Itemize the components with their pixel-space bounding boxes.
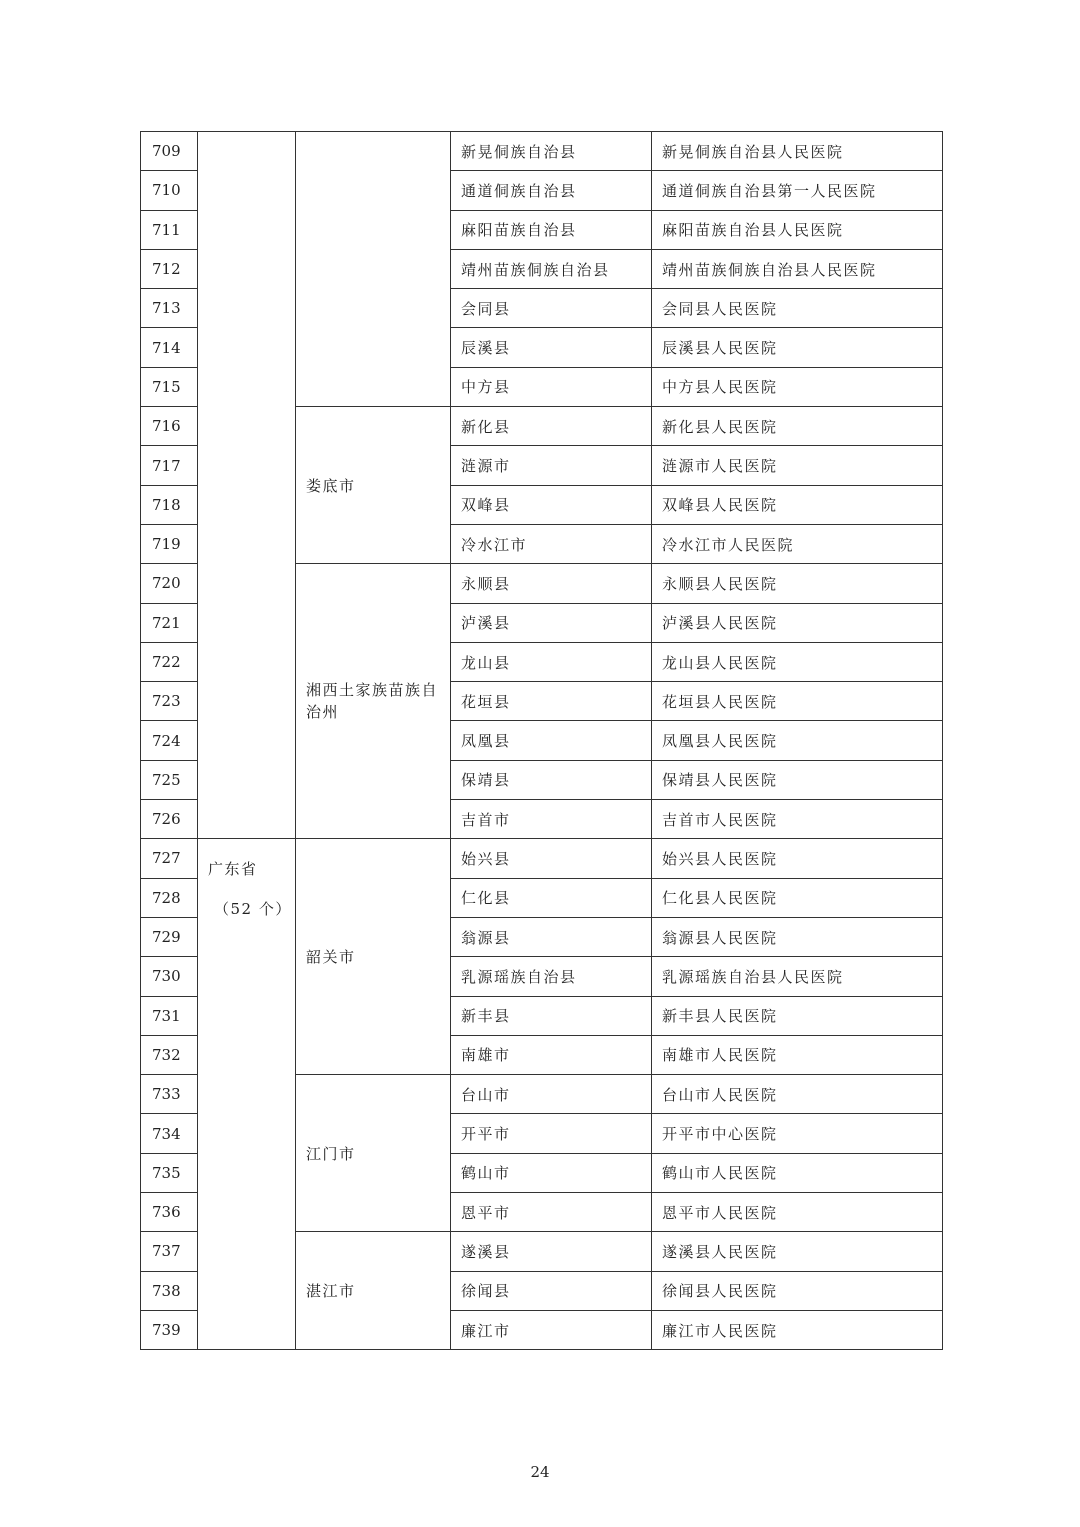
row-number: 723 [141,682,198,721]
hospital-cell: 吉首市人民医院 [652,800,943,839]
hospital-cell: 冷水江市人民医院 [652,524,943,563]
hospital-cell: 龙山县人民医院 [652,642,943,681]
county-cell: 龙山县 [451,642,652,681]
row-number: 727 [141,839,198,878]
hospital-cell: 涟源市人民医院 [652,446,943,485]
county-cell: 靖州苗族侗族自治县 [451,249,652,288]
county-cell: 冷水江市 [451,524,652,563]
row-number: 721 [141,603,198,642]
hospital-cell: 南雄市人民医院 [652,1035,943,1074]
province-count: （52 个） [214,900,292,919]
table-row [141,132,943,171]
hospital-cell: 翁源县人民医院 [652,917,943,956]
county-cell: 恩平市 [451,1193,652,1232]
county-cell: 乳源瑶族自治县 [451,957,652,996]
province-cell [198,839,296,1350]
row-number: 731 [141,996,198,1035]
city-cell: 江门市 [296,1075,451,1232]
hospital-table [140,131,943,1350]
county-cell: 新晃侗族自治县 [451,132,652,171]
hospital-cell: 会同县人民医院 [652,289,943,328]
hospital-cell: 鹤山市人民医院 [652,1153,943,1192]
county-cell: 开平市 [451,1114,652,1153]
row-number: 737 [141,1232,198,1271]
row-number: 717 [141,446,198,485]
row-number: 736 [141,1193,198,1232]
hospital-cell: 新化县人民医院 [652,407,943,446]
county-cell: 会同县 [451,289,652,328]
row-number: 725 [141,760,198,799]
row-number: 719 [141,524,198,563]
county-cell: 保靖县 [451,760,652,799]
county-cell: 翁源县 [451,917,652,956]
county-cell: 廉江市 [451,1310,652,1349]
row-number: 713 [141,289,198,328]
hospital-cell: 花垣县人民医院 [652,682,943,721]
hospital-cell: 徐闻县人民医院 [652,1271,943,1310]
county-cell: 鹤山市 [451,1153,652,1192]
county-cell: 凤凰县 [451,721,652,760]
hospital-cell: 始兴县人民医院 [652,839,943,878]
city-cell: 韶关市 [296,839,451,1075]
county-cell: 通道侗族自治县 [451,171,652,210]
row-number: 724 [141,721,198,760]
hospital-cell: 台山市人民医院 [652,1075,943,1114]
hospital-cell: 新丰县人民医院 [652,996,943,1035]
county-cell: 仁化县 [451,878,652,917]
county-cell: 始兴县 [451,839,652,878]
county-cell: 台山市 [451,1075,652,1114]
hospital-cell: 乳源瑶族自治县人民医院 [652,957,943,996]
hospital-cell: 恩平市人民医院 [652,1193,943,1232]
county-cell: 麻阳苗族自治县 [451,210,652,249]
table-row [141,839,943,878]
row-number: 718 [141,485,198,524]
city-cell: 湛江市 [296,1232,451,1350]
hospital-cell: 仁化县人民医院 [652,878,943,917]
hospital-cell: 双峰县人民医院 [652,485,943,524]
province-cell [198,132,296,839]
city-cell: 娄底市 [296,407,451,564]
hospital-cell: 通道侗族自治县第一人民医院 [652,171,943,210]
county-cell: 双峰县 [451,485,652,524]
hospital-cell: 开平市中心医院 [652,1114,943,1153]
county-cell: 吉首市 [451,800,652,839]
hospital-cell: 凤凰县人民医院 [652,721,943,760]
county-cell: 新化县 [451,407,652,446]
row-number: 715 [141,367,198,406]
row-number: 733 [141,1075,198,1114]
hospital-cell: 泸溪县人民医院 [652,603,943,642]
hospital-cell: 廉江市人民医院 [652,1310,943,1349]
city-cell: 湘西土家族苗族自治州 [296,564,451,839]
county-cell: 遂溪县 [451,1232,652,1271]
county-cell: 永顺县 [451,564,652,603]
row-number: 722 [141,642,198,681]
county-cell: 中方县 [451,367,652,406]
row-number: 739 [141,1310,198,1349]
row-number: 712 [141,249,198,288]
county-cell: 花垣县 [451,682,652,721]
county-cell: 南雄市 [451,1035,652,1074]
county-cell: 泸溪县 [451,603,652,642]
hospital-cell: 永顺县人民医院 [652,564,943,603]
county-cell: 徐闻县 [451,1271,652,1310]
city-cell [296,132,451,407]
page-number: 24 [530,1463,550,1481]
row-number: 709 [141,132,198,171]
row-number: 726 [141,800,198,839]
row-number: 729 [141,917,198,956]
row-number: 730 [141,957,198,996]
table-body [141,132,943,1350]
hospital-cell: 保靖县人民医院 [652,760,943,799]
row-number: 716 [141,407,198,446]
row-number: 710 [141,171,198,210]
county-cell: 辰溪县 [451,328,652,367]
row-number: 735 [141,1153,198,1192]
hospital-cell: 麻阳苗族自治县人民医院 [652,210,943,249]
county-cell: 新丰县 [451,996,652,1035]
row-number: 738 [141,1271,198,1310]
hospital-cell: 靖州苗族侗族自治县人民医院 [652,249,943,288]
row-number: 732 [141,1035,198,1074]
row-number: 734 [141,1114,198,1153]
row-number: 714 [141,328,198,367]
county-cell: 涟源市 [451,446,652,485]
hospital-cell: 遂溪县人民医院 [652,1232,943,1271]
hospital-cell: 新晃侗族自治县人民医院 [652,132,943,171]
hospital-cell: 辰溪县人民医院 [652,328,943,367]
hospital-cell: 中方县人民医院 [652,367,943,406]
row-number: 711 [141,210,198,249]
row-number: 728 [141,878,198,917]
province-name: 广东省 [208,860,258,879]
row-number: 720 [141,564,198,603]
